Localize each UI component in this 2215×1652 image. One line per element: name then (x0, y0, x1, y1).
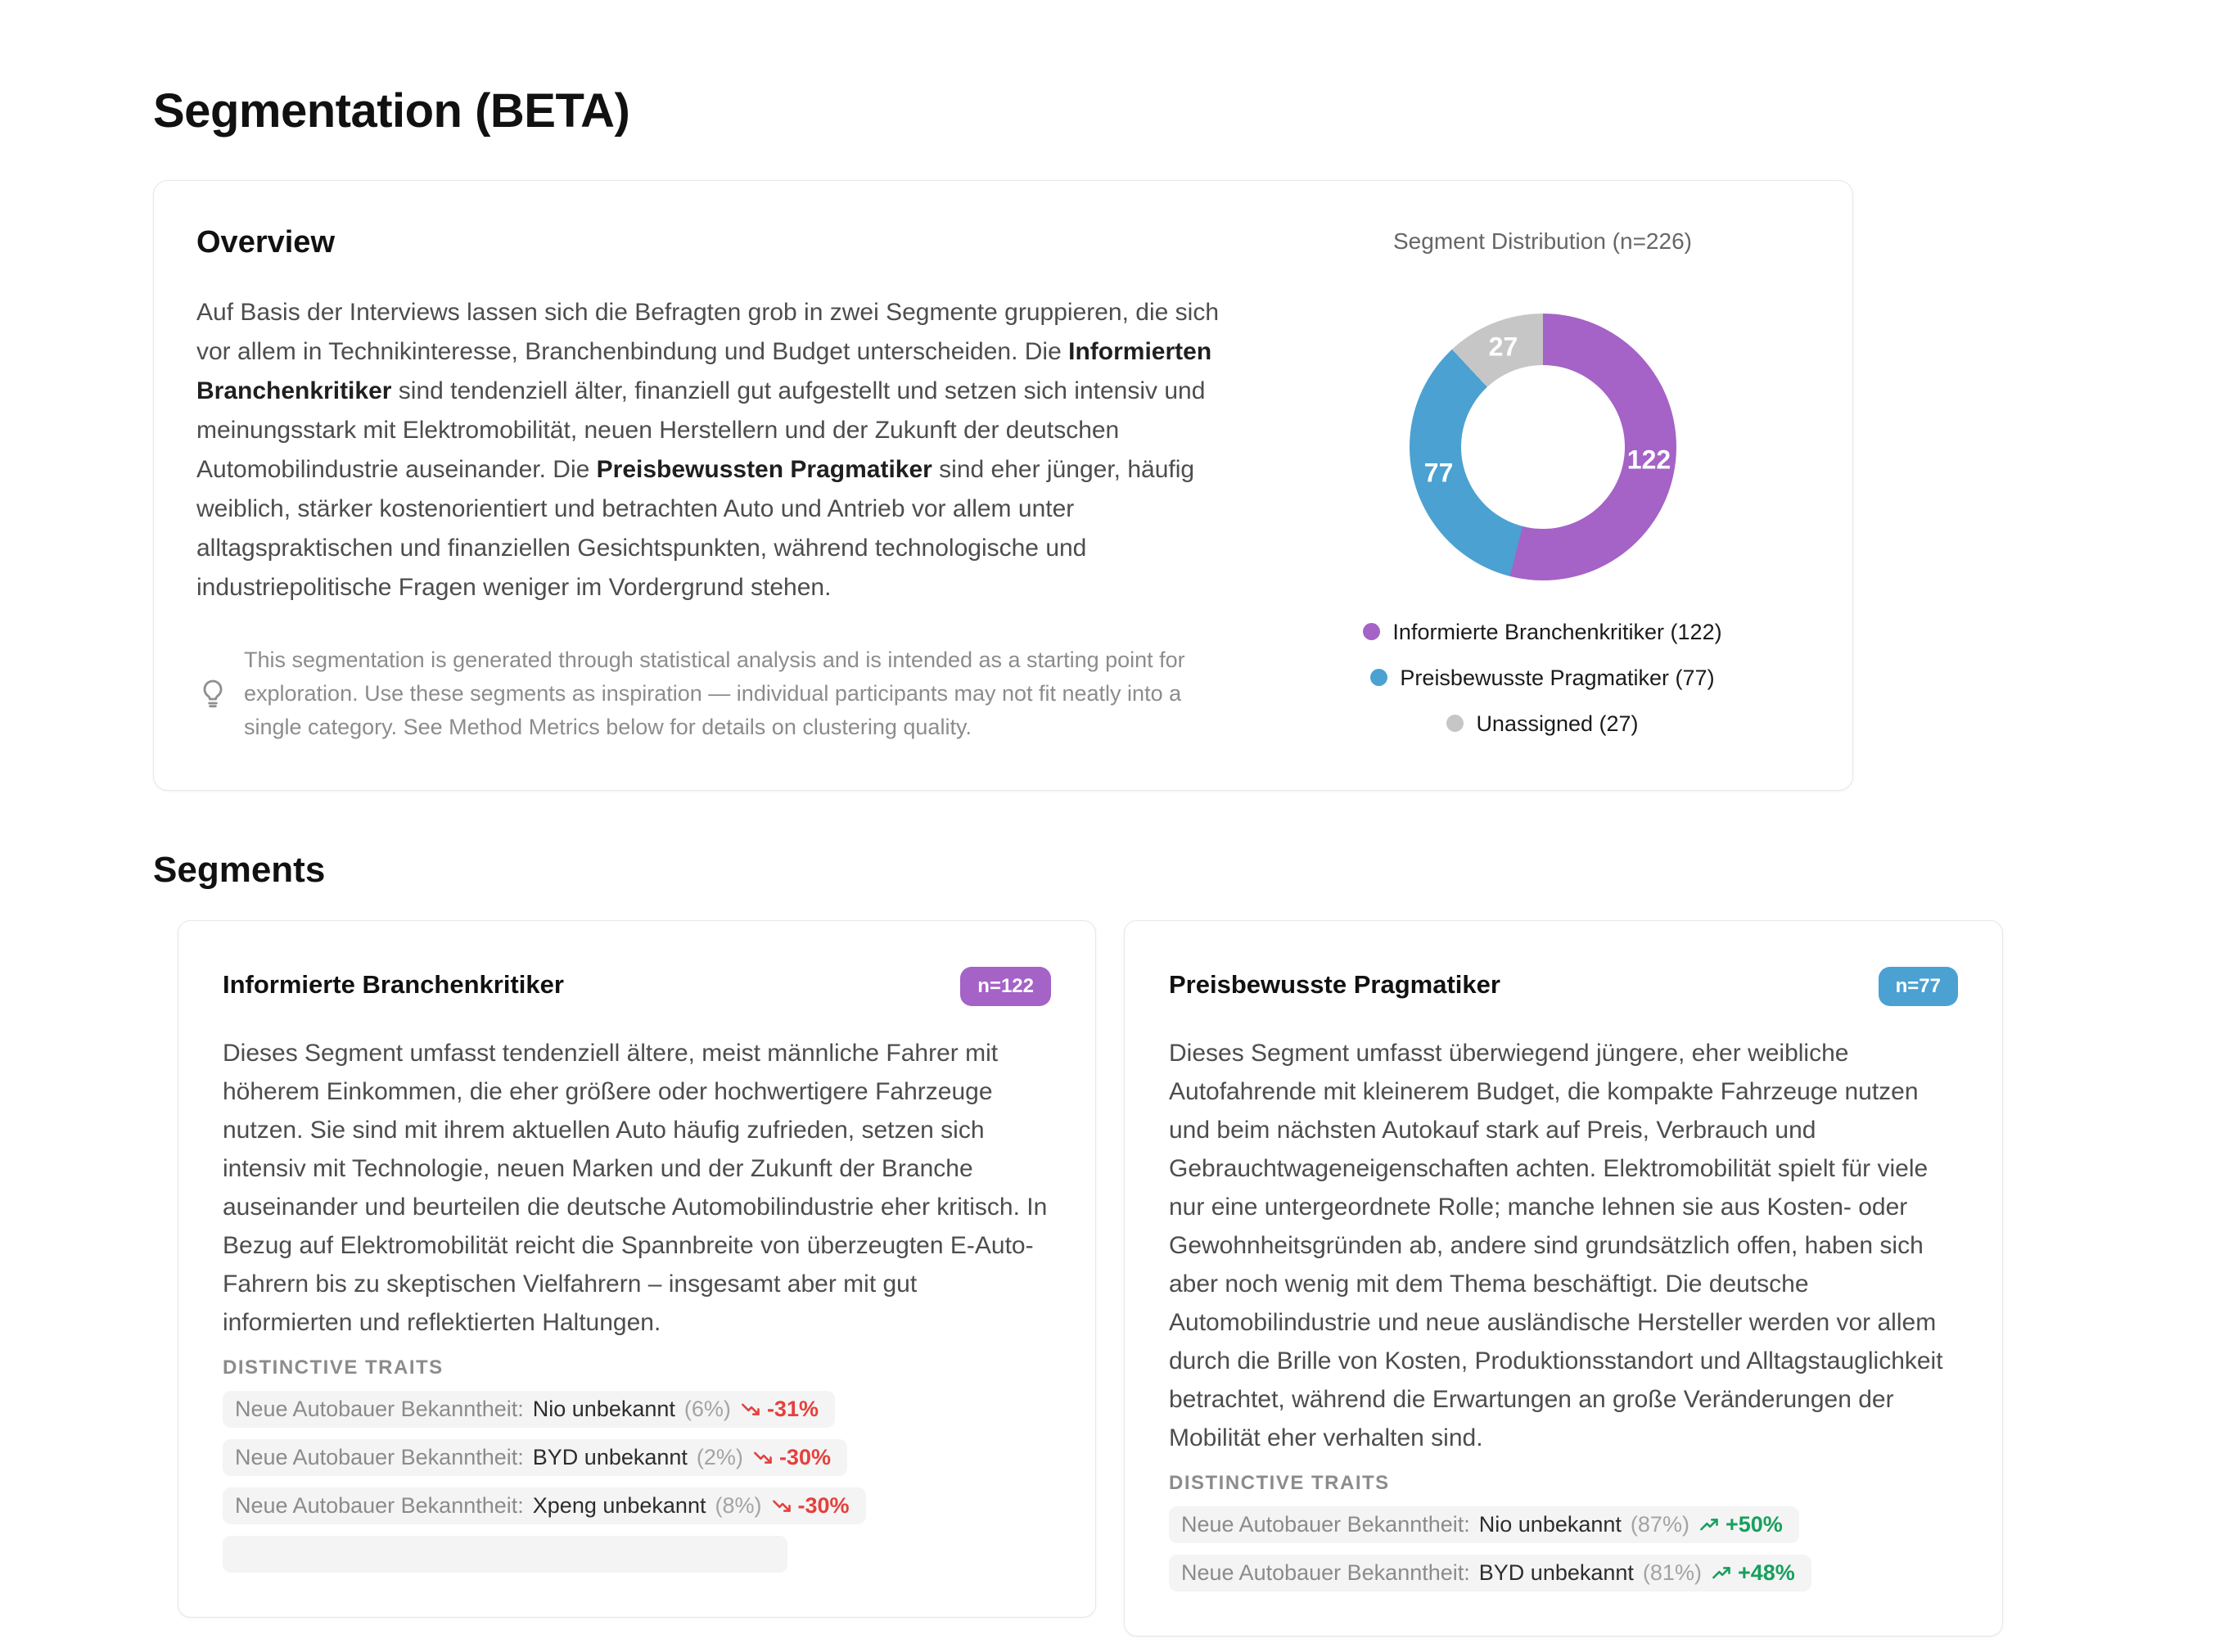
distinctive-traits-heading: DISTINCTIVE TRAITS (1169, 1471, 1390, 1494)
paragraph-part: Auf Basis der Interviews lassen sich die Befragten grob in zwei Segmente gruppieren, die sich vor allem in Technikinteresse, Branchenbindung und Budget unterscheiden. Die (196, 298, 1219, 365)
trait-delta-value: -31% (766, 1396, 819, 1421)
trait-row (1169, 1506, 1799, 1543)
trait-percent: (6%) (683, 1396, 731, 1421)
chart-legend (1363, 618, 1721, 738)
trait-row (1169, 1555, 1811, 1591)
trait-label: Neue Autobauer Bekanntheit: (1181, 1559, 1470, 1585)
method-note-text: This segmentation is generated through statistical analysis and is intended as a starting point for exploration. Use these segments as inspiration — individual participants may not fit neatly into a single category. See Method Metrics below for details on clustering quality. (244, 647, 1185, 739)
segment-name-preisbewusste: Preisbewussten Pragmatiker (596, 455, 932, 483)
segment-description: Dieses Segment umfasst überwiegend jüngere, eher weibliche Autofahrende mit kleinerem Budget, die kompakte Fahrzeuge nutzen und beim nächsten Autokauf stark auf Preis, Verbrauch und Gebrauchtwageneigenschaften achten. Elektromobilität spielt für viele nur eine untergeordnete Rolle; manche lehnen sie aus Kosten- oder Gewohnheitsgründen ab, andere sind grundsätzlich offen, haben sich aber noch wenig mit dem Thema beschäftigt. Die deutsche Automobilindustrie und neue ausländische Hersteller werden vor allem durch die Brille von Kosten, Produktionsstandort und Alltagstauglichkeit betrachtet, während die Erwartungen an große Veränderungen der Mobilität eher verhalten sind. (1169, 1039, 1943, 1451)
segment-card-title: Informierte Branchenkritiker (223, 969, 564, 999)
paragraph-part: sind tendenziell älter, finanziell gut aufgestellt und setzen sich intensiv und meinungsstark mit Elektromobilität, neuen Herstellern und der Zukunft der deutschen Automobilindustrie auseinander. Die (196, 377, 1206, 483)
trait-percent: (8%) (715, 1492, 762, 1518)
trait-row-partial (223, 1536, 787, 1573)
trait-delta-value: +50% (1725, 1511, 1783, 1537)
overview-card (153, 180, 1853, 791)
trait-percent: (81%) (1642, 1559, 1702, 1585)
segment-card-title: Preisbewusste Pragmatiker (1169, 969, 1500, 999)
trait-percent: (87%) (1630, 1511, 1689, 1537)
overview-heading: Overview (196, 224, 335, 260)
segment-distribution-chart (1280, 225, 1805, 744)
lightbulb-icon (196, 677, 229, 710)
trending-up-icon (1698, 1514, 1721, 1536)
segment-count-badge: n=77 (1879, 967, 1958, 1006)
legend-label: Informierte Branchenkritiker (122) (1392, 619, 1722, 644)
slice-label-preisbewusste: 77 (1423, 458, 1454, 488)
segment-count-badge: n=122 (960, 967, 1051, 1006)
legend-item-preisbewusste[interactable] (1370, 664, 1714, 692)
legend-label: Unassigned (27) (1476, 711, 1639, 736)
trait-delta-value: -30% (797, 1492, 850, 1518)
overview-text-column (196, 225, 1233, 744)
legend-dot-purple (1363, 623, 1380, 640)
segment-cards-row (178, 920, 2215, 1636)
trait-value: Xpeng unbekannt (532, 1492, 706, 1518)
trait-delta-positive (1711, 1561, 1795, 1585)
trait-label: Neue Autobauer Bekanntheit: (235, 1444, 524, 1469)
distinctive-traits-heading: DISTINCTIVE TRAITS (223, 1356, 444, 1379)
legend-label: Preisbewusste Pragmatiker (77) (1400, 665, 1715, 690)
trait-delta-value: +48% (1737, 1559, 1795, 1585)
segment-card-informierte-branchenkritiker (178, 920, 1096, 1618)
trait-label: Neue Autobauer Bekanntheit: (235, 1492, 524, 1518)
paragraph-part: sind eher jünger, häufig weiblich, stärker kostenorientiert und betrachten Auto und Antrieb vor allem unter alltagspraktischen und finanziellen Gesichtspunkten, während technologische und industriepolitische Fragen weniger im Vordergrund stehen. (196, 455, 1195, 601)
legend-item-informierte[interactable] (1363, 618, 1721, 646)
trait-label: Neue Autobauer Bekanntheit: (235, 1396, 524, 1421)
slice-label-informierte: 122 (1626, 445, 1671, 475)
segments-heading: Segments (153, 849, 326, 890)
trait-row (223, 1439, 847, 1476)
page-title: Segmentation (BETA) (153, 84, 630, 138)
trait-label: Neue Autobauer Bekanntheit: (1181, 1511, 1470, 1537)
segment-description: Dieses Segment umfasst tendenziell ältere, meist männliche Fahrer mit höherem Einkommen, die eher größere oder hochwertigere Fahrzeuge nutzen. Sie sind mit ihrem aktuellen Auto häufig zufrieden, setzen sich intensiv mit Technologie, neuen Marken und der Zukunft der Branche auseinander und beurteilen die deutsche Automobilindustrie eher kritisch. In Bezug auf Elektromobilität reicht die Spannbreite von überzeugten E-Auto-Fahrern bis zu skeptischen Vielfahrern – insgesamt aber mit gut informierten und reflektierten Haltungen. (223, 1039, 1048, 1336)
segment-card-preisbewusste-pragmatiker (1124, 920, 2003, 1636)
trait-value: Nio unbekannt (532, 1396, 675, 1421)
card-header (223, 967, 1051, 1006)
trait-value: Nio unbekannt (1478, 1511, 1622, 1537)
card-header (1169, 967, 1958, 1006)
segment-name-informierte: Informierten Branchenkritiker (196, 337, 1212, 404)
trait-delta-negative (752, 1446, 831, 1469)
donut-chart[interactable] (1410, 314, 1676, 580)
overview-paragraph (196, 293, 1233, 607)
trending-down-icon (740, 1398, 762, 1420)
trait-row (223, 1391, 835, 1428)
trending-down-icon (771, 1495, 793, 1517)
legend-dot-gray (1446, 715, 1464, 732)
trait-delta-negative (740, 1397, 819, 1421)
trending-up-icon (1711, 1562, 1733, 1584)
trending-down-icon (752, 1447, 774, 1469)
donut-hole (1461, 365, 1625, 529)
slice-label-unassigned: 27 (1488, 332, 1518, 362)
method-note (196, 643, 1233, 744)
trait-delta-positive (1698, 1513, 1783, 1537)
trait-delta-value: -30% (778, 1444, 831, 1469)
trait-value: BYD unbekannt (532, 1444, 688, 1469)
chart-title: Segment Distribution (n=226) (1393, 228, 1692, 254)
trait-delta-negative (771, 1494, 850, 1518)
trait-value: BYD unbekannt (1478, 1559, 1634, 1585)
trait-percent: (2%) (696, 1444, 743, 1469)
legend-item-unassigned[interactable] (1446, 710, 1638, 738)
legend-dot-blue (1370, 669, 1387, 686)
trait-row (223, 1487, 866, 1524)
